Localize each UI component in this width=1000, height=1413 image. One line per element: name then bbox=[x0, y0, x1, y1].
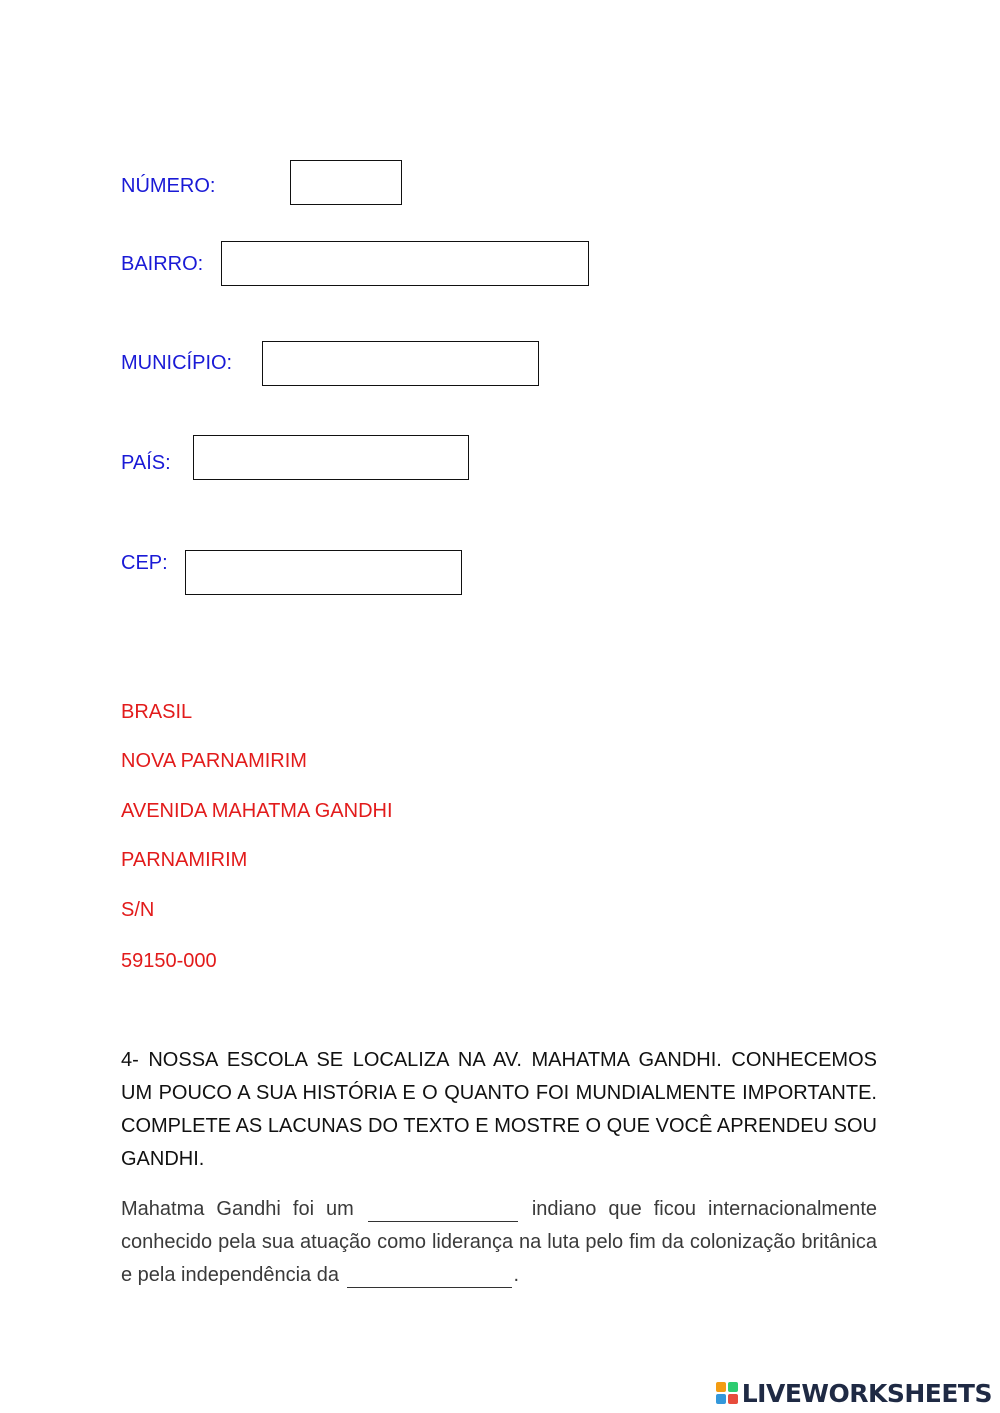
answer-option[interactable]: S/N bbox=[121, 899, 155, 921]
answer-option[interactable]: 59150-000 bbox=[121, 950, 217, 972]
municipio-answer-box[interactable] bbox=[262, 341, 539, 386]
logo-text: LIVEWORKSHEETS bbox=[741, 1378, 992, 1408]
answer-option[interactable]: BRASIL bbox=[121, 701, 193, 723]
bairro-answer-box[interactable] bbox=[221, 241, 589, 286]
cep-label: CEP: bbox=[121, 552, 168, 574]
pais-label: PAÍS: bbox=[121, 452, 171, 474]
answer-option[interactable]: AVENIDA MAHATMA GANDHI bbox=[121, 800, 393, 822]
bairro-label: BAIRRO: bbox=[121, 253, 204, 275]
answer-option[interactable]: NOVA PARNAMIRIM bbox=[121, 750, 307, 772]
numero-answer-box[interactable] bbox=[290, 160, 402, 205]
blank-input-1[interactable] bbox=[368, 1201, 518, 1222]
pais-answer-box[interactable] bbox=[193, 435, 469, 480]
passage-part-3: . bbox=[513, 1264, 520, 1286]
logo-square bbox=[716, 1394, 726, 1404]
question-text: 4- NOSSA ESCOLA SE LOCALIZA NA AV. MAHATMA GANDHI. CONHECEMOS UM POUCO A SUA HISTÓRIA E O QUANTO FOI MUNDIALMENTE IMPORTANTE. COMPLETE AS LACUNAS DO TEXTO E MOSTRE O QUE VOCÊ APRENDEU SOU GANDHI. bbox=[121, 1049, 877, 1170]
liveworksheets-logo bbox=[716, 1379, 992, 1407]
blank-input-2[interactable] bbox=[347, 1267, 512, 1288]
answer-option[interactable]: PARNAMIRIM bbox=[121, 849, 248, 871]
logo-square bbox=[728, 1382, 738, 1392]
municipio-label: MUNICÍPIO: bbox=[121, 352, 233, 374]
passage bbox=[121, 1193, 877, 1292]
logo-mark-icon bbox=[716, 1382, 738, 1404]
numero-label: NÚMERO: bbox=[121, 175, 216, 197]
cep-answer-box[interactable] bbox=[185, 550, 462, 595]
passage-part-1: Mahatma Gandhi foi um bbox=[121, 1198, 354, 1220]
logo-square bbox=[716, 1382, 726, 1392]
passage-part-2: indiano que ficou internacionalmente conhecido pela sua atuação como liderança na luta pelo fim da colonização britânica e pela independência da bbox=[121, 1198, 877, 1286]
logo-square bbox=[728, 1394, 738, 1404]
